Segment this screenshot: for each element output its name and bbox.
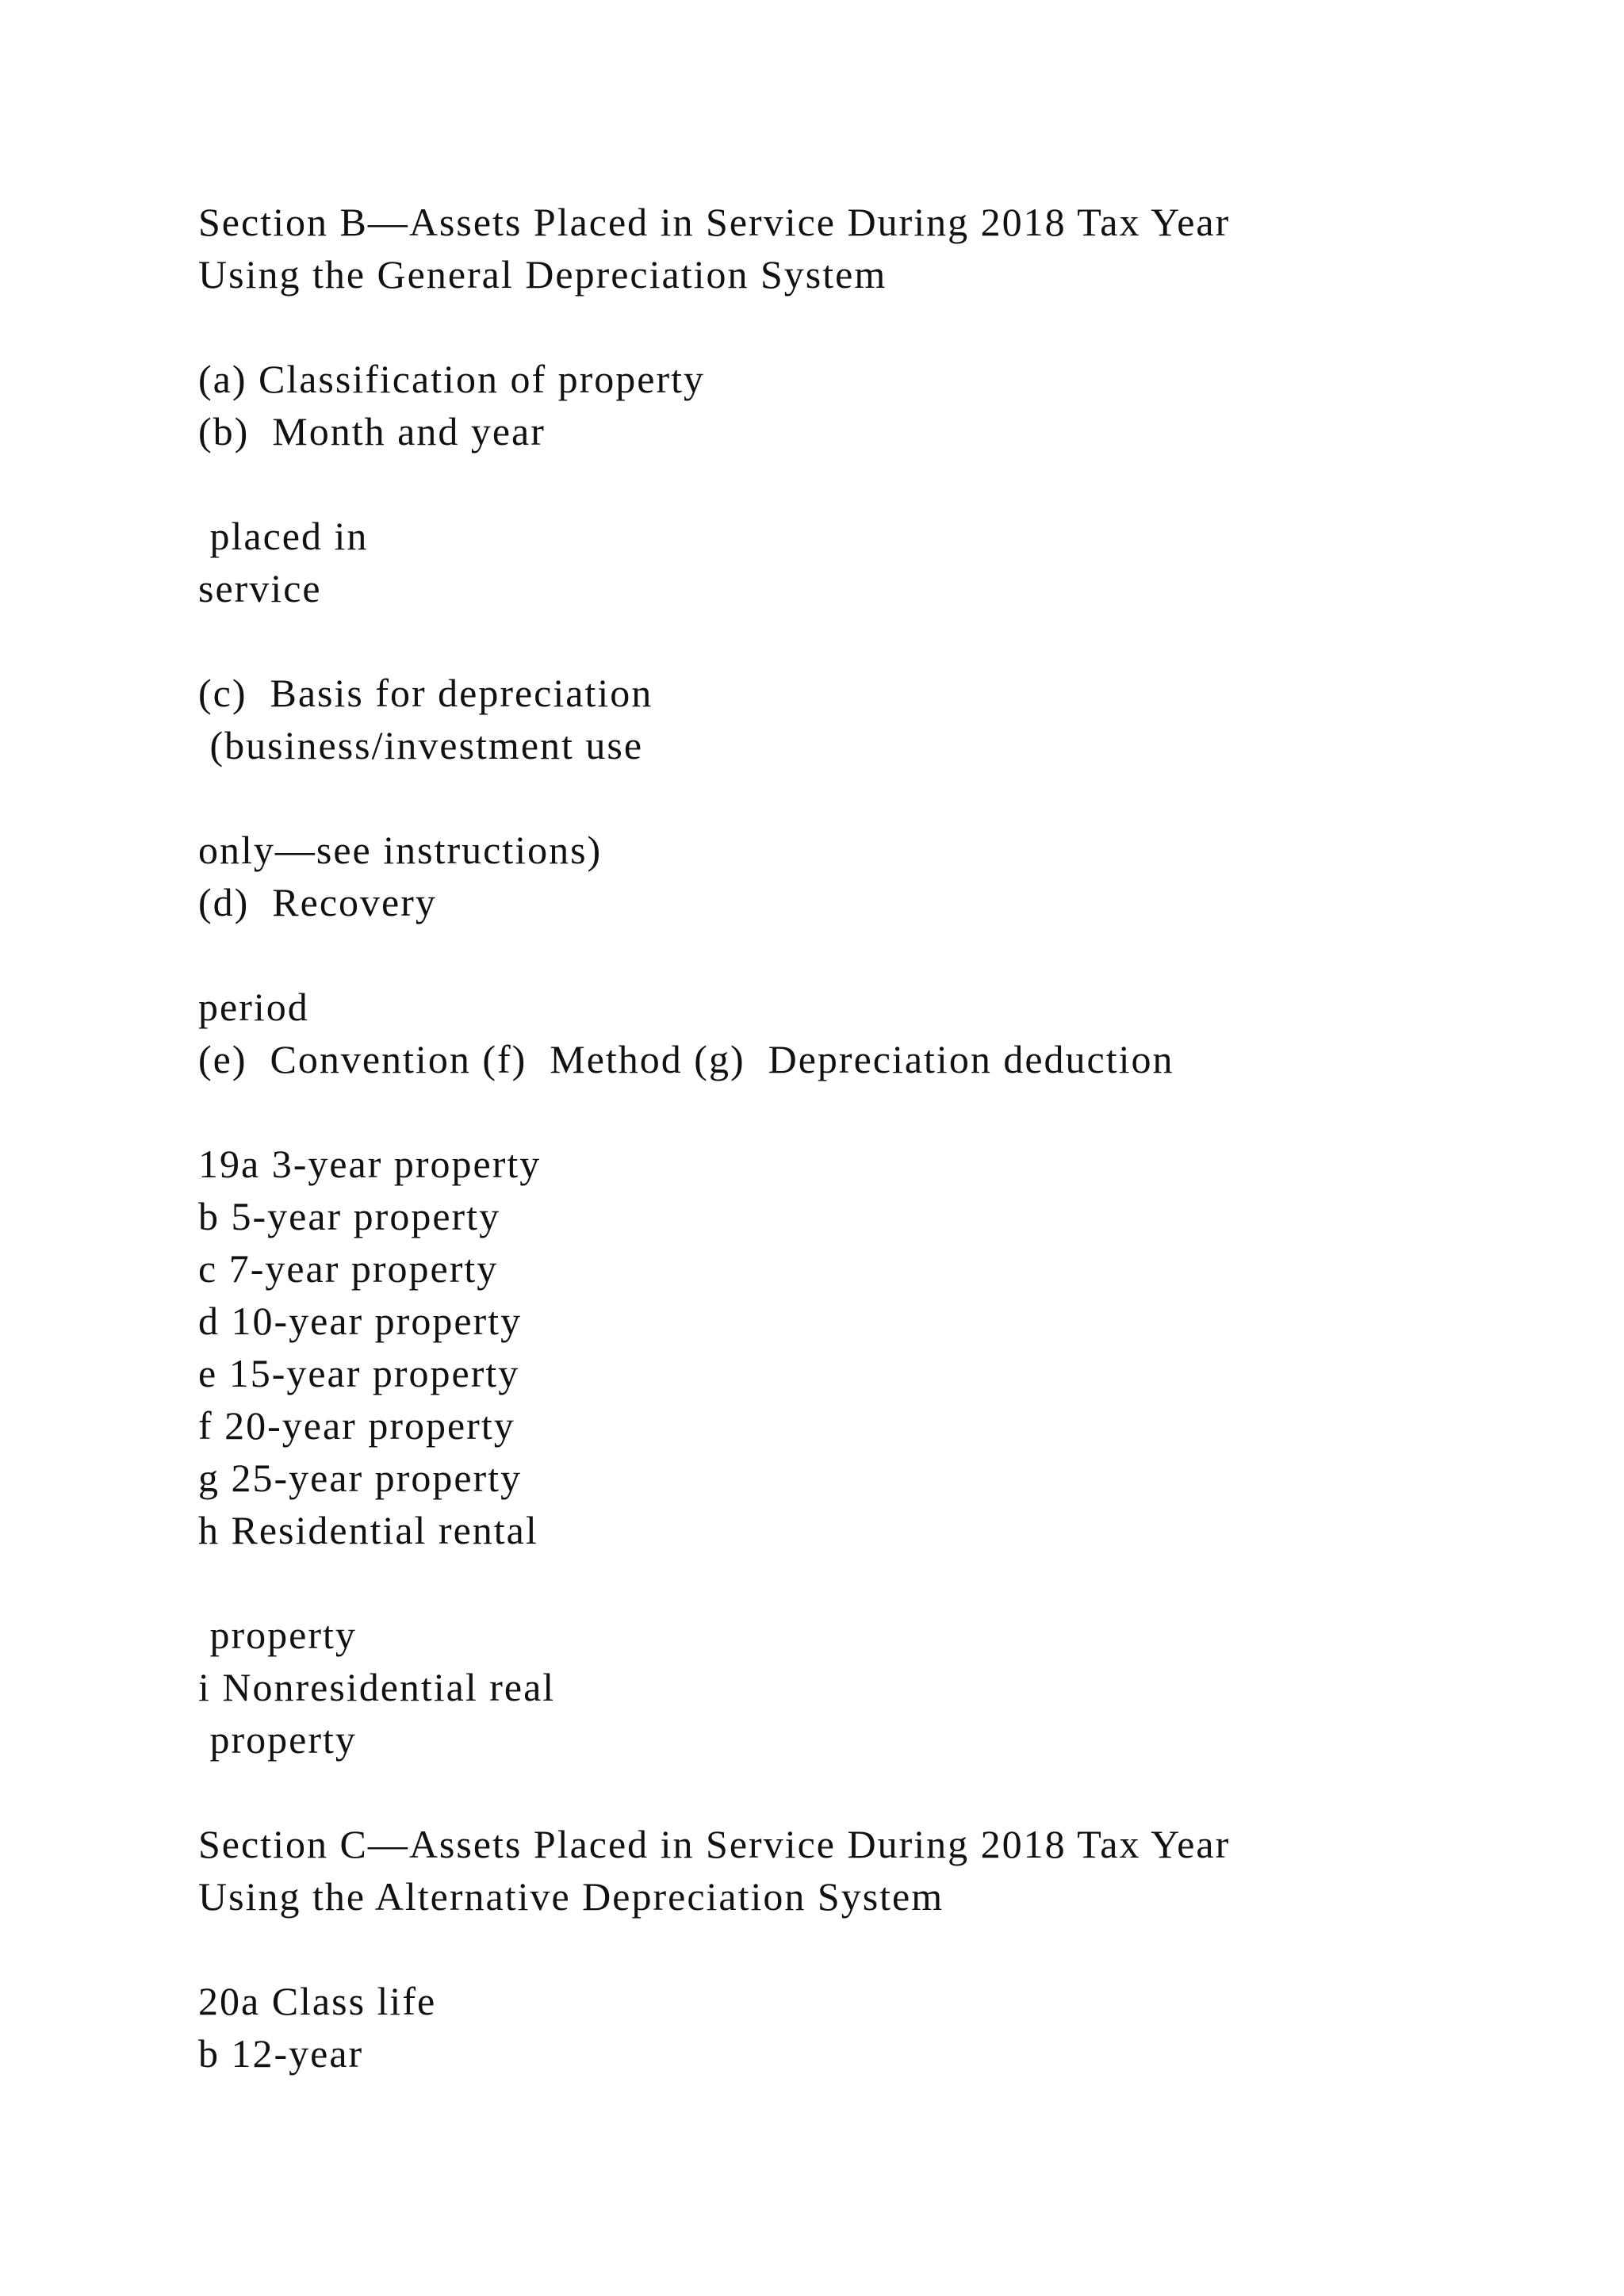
row-19h-cont: property (198, 1613, 357, 1657)
row-19b: b 5-year property (198, 1194, 501, 1238)
blank-line (198, 1556, 1586, 1609)
section-c-heading-line-1: Section C—Assets Placed in Service During 2018 Tax Year (198, 1822, 1231, 1866)
row-19a: 19a 3-year property (198, 1142, 542, 1186)
row-19e: e 15-year property (198, 1351, 520, 1395)
row-19f: f 20-year property (198, 1403, 515, 1448)
row-19c: c 7-year property (198, 1246, 499, 1291)
row-20a: 20a Class life (198, 1979, 437, 2023)
column-b-label-cont-2: service (198, 566, 322, 610)
row-19i-cont: property (198, 1717, 357, 1762)
column-c-label: (c) Basis for depreciation (198, 671, 653, 715)
blank-line (198, 300, 1586, 353)
column-c-label-cont-2: only—see instructions) (198, 828, 603, 872)
blank-line (198, 928, 1586, 981)
row-19i: i Nonresidential real (198, 1665, 556, 1709)
section-b-heading-line-1: Section B—Assets Placed in Service During 2018 Tax Year (198, 200, 1231, 244)
section-b-heading-line-2: Using the General Depreciation System (198, 252, 887, 297)
column-c-label-cont-1: (business/investment use (198, 723, 644, 767)
column-b-label: (b) Month and year (198, 409, 546, 453)
row-19d: d 10-year property (198, 1299, 523, 1343)
row-20b: b 12-year (198, 2031, 364, 2076)
blank-line (198, 1766, 1586, 1818)
section-c-heading-line-2: Using the Alternative Depreciation System (198, 1874, 944, 1919)
row-19h: h Residential rental (198, 1508, 538, 1552)
document-text (198, 196, 1586, 2080)
column-b-label-cont-1: placed in (198, 514, 369, 558)
blank-line (198, 771, 1586, 824)
blank-line (198, 457, 1586, 510)
column-d-label-cont: period (198, 985, 309, 1029)
columns-e-f-g-labels: (e) Convention (f) Method (g) Depreciation deduction (198, 1037, 1174, 1081)
blank-line (198, 1085, 1586, 1138)
blank-line (198, 1923, 1586, 1975)
column-a-label: (a) Classification of property (198, 357, 705, 401)
column-d-label: (d) Recovery (198, 880, 437, 924)
row-19g: g 25-year property (198, 1456, 523, 1500)
blank-line (198, 614, 1586, 667)
